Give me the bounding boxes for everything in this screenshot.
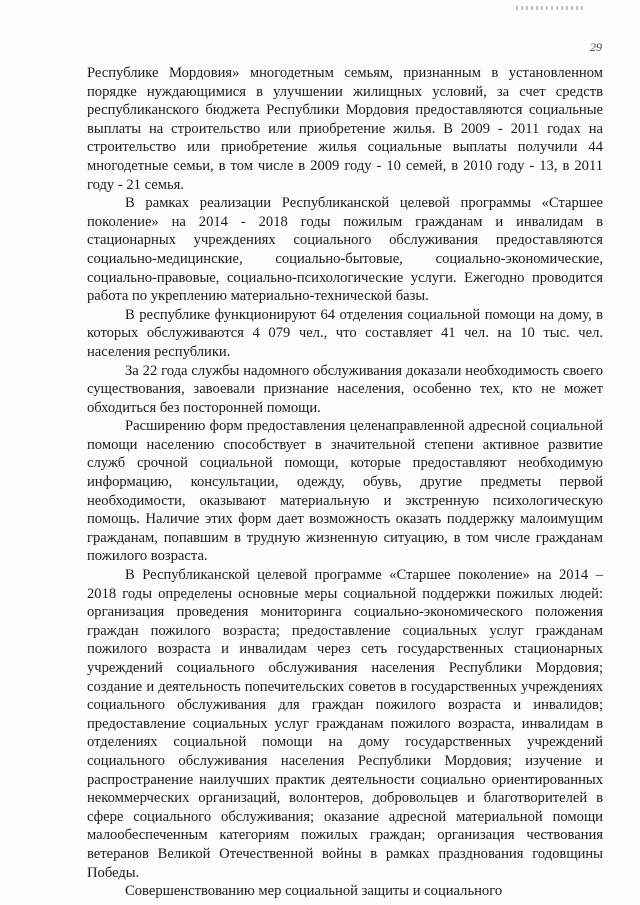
- paragraph-home-care-history: За 22 года службы надомного обслуживания доказали необходимость своего существования, завоевали признание населения, особенно тех, кто не может обходиться без посторонней помощи.: [87, 362, 603, 416]
- paragraph-senior-program-measures: В Республиканской целевой программе «Старшее поколение» на 2014 – 2018 годы определены основные меры социальной поддержки пожилых людей: организация проведения мониторинга социально-экономического положения граждан пожилого возраста; предоставление социальных услуг гражданам пожилого возраста и инвалидам через сеть государственных стационарных учреждений социального обслуживания населения Республики Мордовия; создание и деятельность попечительских советов в государственных учреждениях социального обслуживания для граждан пожилого возраста и инвалидов; предоставление социальных услуг гражданам пожилого возраста, инвалидам в отделениях социальной помощи на дому государственных учреждений социального обслуживания населения Республики Мордовия; изучение и распространение наилучших практик деятельности социально ориентированных некоммерческих организаций, волонтеров, добровольцев и благотворителей в сфере социального обслуживания; оказание адресной материальной помощи малообеспеченным категориям пожилых граждан; организация чествования ветеранов Великой Отечественной войны в рамках празднования годовщины Победы.: [87, 567, 603, 881]
- document-body: [87, 64, 603, 901]
- paragraph-home-care-departments: В республике функционируют 64 отделения социальной помощи на дому, в которых обслуживаются 4 079 чел., что составляет 41 чел. на 10 тыс. чел. населения республики.: [87, 306, 603, 360]
- scan-artifact: [516, 6, 586, 10]
- paragraph-housing-payments: Республике Мордовия» многодетным семьям, признанным в установленном порядке нуждающимися в улучшении жилищных условий, за счет средств республиканского бюджета Республики Мордовия предоставляются социальные выплаты на строительство или приобретение жилья. В 2009 - 2011 годах на строительство или приобретение жилья социальные выплаты получили 44 многодетные семьи, в том числе в 2009 году - 10 семей, в 2010 году - 13, в 2011 году - 21 семья.: [87, 65, 603, 193]
- paragraph-senior-program-services: В рамках реализации Республиканской целевой программы «Старшее поколение» на 2014 - 2018 годы пожилым гражданам и инвалидам в стационарных учреждениях социального обслуживания предоставляются социально-медицинские, социально-бытовые, социально-экономические, социально-правовые, социально-психологические услуги. Ежегодно проводится работа по укреплению материально-технической базы.: [87, 195, 603, 305]
- page-number: 29: [590, 40, 602, 54]
- paragraph-urgent-social-help: Расширению форм предоставления целенаправленной адресной социальной помощи населению способствует в значительной степени активное развитие служб срочной социальной помощи, которые предоставляют необходимую информацию, консультации, одежду, обувь, другие предметы первой необходимости, оказывают материальную и экстренную психологическую помощь. Наличие этих форм дает возможность оказать поддержку малоимущим гражданам, попавшим в трудную жизненную ситуацию, в том числе гражданам пожилого возраста.: [87, 418, 603, 565]
- paragraph-improvement-start: Совершенствованию мер социальной защиты и социального: [125, 883, 503, 900]
